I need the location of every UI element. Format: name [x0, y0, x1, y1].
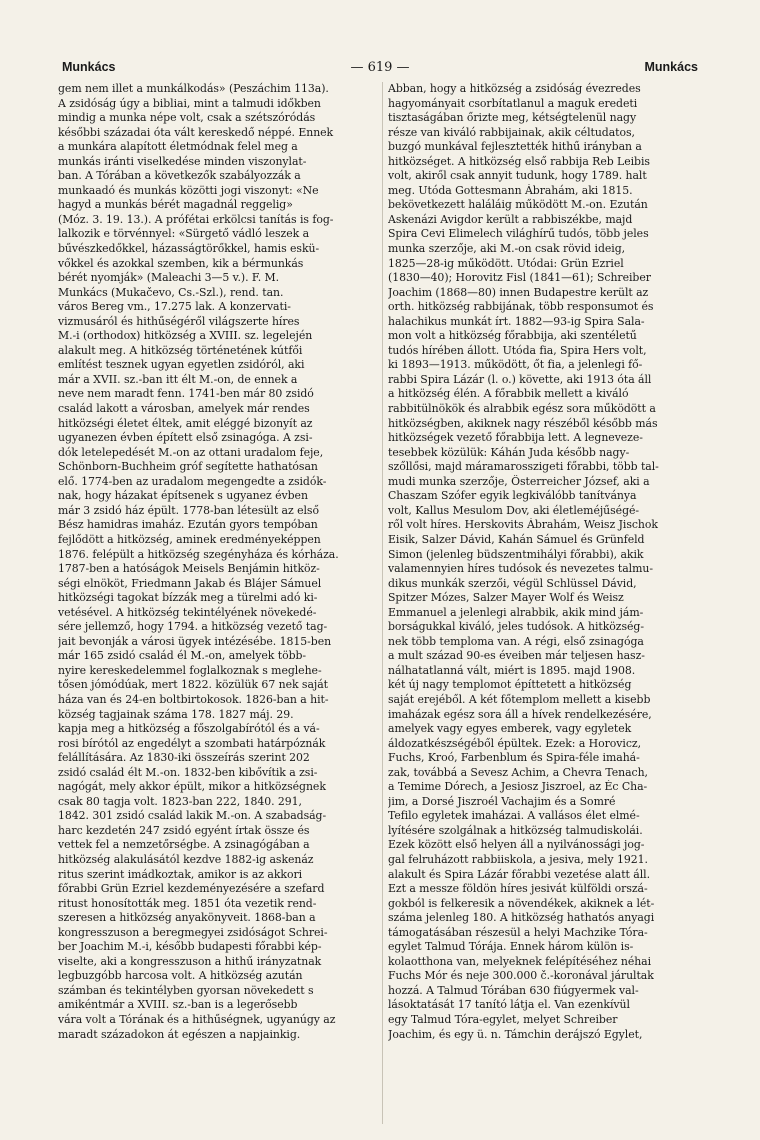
text-line: főrabbi Grün Ezriel kezdeményezésére a szefard: [58, 882, 325, 896]
text-line: 1825—28-ig működött. Utódai: Grün Ezriel: [388, 256, 624, 270]
text-line: saját erejéből. A két főtemplom mellett a kisebb: [388, 692, 651, 706]
text-line: Spira Cevi Elimelech világhírű tudós, több jeles: [388, 227, 649, 241]
text-line: zsidó család élt M.-on. 1832-ben kibővítik a zsi-: [58, 765, 318, 779]
text-line: hitközségi életet éltek, amit eléggé bizonyít az: [58, 416, 313, 430]
text-line: ritust honosították meg. 1851 óta vezetik rend-: [58, 896, 317, 910]
text-line: számban és tekintélyben gyorsan növekedett s: [58, 983, 314, 997]
text-line: már 165 zsidó család él M.-on, amelyek több-: [58, 649, 307, 663]
text-line: száma jelenleg 180. A hitközség hathatós anyagi: [388, 911, 655, 925]
text-line: Bész hamidras imaház. Ezután gyors tempóban: [58, 518, 318, 532]
text-line: maradt századokon át egészen a napjainkig.: [58, 1027, 301, 1041]
text-line: lalkozik e törvénnyel: «Sürgető vádló leszek a: [58, 227, 310, 241]
page-header: [62, 60, 698, 78]
text-line: Eisik, Salzer Dávid, Kahán Sámuel és Grünfeld: [388, 532, 645, 546]
text-line: Ezek között első helyen áll a nyilvánossági jog-: [388, 838, 645, 852]
text-line: gokból is felkeresik a növendékek, akiknek a lét-: [388, 896, 655, 910]
text-line: amelyek vagy egyes emberek, vagy egyletek: [388, 722, 632, 736]
text-line: Emmanuel a jelenlegi alrabbik, akik mind jám-: [388, 605, 644, 619]
running-head-left: Munkács: [62, 60, 116, 74]
text-line: rabbitülnökök és alrabbik egész sora működött a: [388, 402, 656, 416]
text-line: bűvészkedőkkel, házasságtörőkkel, hamis eskü-: [58, 242, 320, 256]
text-line: A zsidóság úgy a bibliai, mint a talmudi időkben: [58, 96, 321, 110]
text-line: alakult és Spira Lázár főrabbi vezetése alatt áll.: [388, 867, 650, 881]
text-line: része van kiváló rabbijainak, akik céltudatos,: [388, 125, 635, 139]
text-line: ségi elnököt, Friedmann Jakab és Blájer Sámuel: [58, 576, 322, 590]
text-line: hitközséget. A hitközség első rabbija Reb Leibis: [388, 154, 650, 168]
text-line: gal felruházott rabbiiskola, a jesiva, mely 1921.: [388, 852, 648, 866]
right-text-column: [388, 82, 706, 1042]
text-line: ki 1893—1913. működött, őt fia, a jelenlegi fő-: [388, 358, 643, 372]
text-line: kongresszuson a beregmegyei zsidóságot Schrei-: [58, 925, 328, 939]
text-line: vőkkel és azokkal szemben, kik a bérmunkás: [58, 256, 304, 270]
left-text-column: [58, 82, 376, 1042]
text-line: Simon (jelenleg büdszentmihályi főrabbi), akik: [388, 547, 644, 561]
text-line: meg. Utóda Gottesmann Ábrahám, aki 1815.: [388, 183, 633, 197]
text-line: (Móz. 3. 19. 13.). A prófétai erkölcsi tanítás is fog-: [58, 212, 334, 226]
text-line: egylet Talmud Tórája. Ennek három külön is-: [388, 940, 634, 954]
text-line: harc kezdetén 247 zsidó egyént írtak össze és: [58, 823, 310, 837]
text-line: ugyanezen évben épített első zsinagóga. A zsi-: [58, 431, 313, 445]
text-line: M.-i (orthodox) hitközség a XVIII. sz. legelején: [58, 329, 313, 343]
text-line: hozzá. A Talmud Tórában 630 fiúgyermek val-: [388, 983, 639, 997]
text-line: tisztaságában őrizte meg, kétségtelenül nagy: [388, 111, 637, 125]
text-line: elő. 1774-ben az uradalom megengedte a zsidók-: [58, 474, 327, 488]
text-line: már a XVII. sz.-ban itt élt M.-on, de ennek a: [58, 372, 298, 386]
text-line: tesebbek közülük: Káhán Juda később nagy-: [388, 445, 630, 459]
text-line: sére jellemző, hogy 1794. a hitközség vezető tag-: [58, 620, 328, 634]
text-line: orth. hitközség rabbijának, több responsumot és: [388, 300, 654, 314]
text-line: vetésével. A hitközség tekintélyének növekedé-: [58, 605, 317, 619]
text-line: a Temime Dórech, a Jesiosz Jiszroel, az Éc Cha-: [388, 780, 648, 794]
text-line: valamennyien híres tudósok és nevezetes talmu-: [388, 562, 653, 576]
text-line: dók letelepedését M.-on az ottani uradalom feje,: [58, 445, 324, 459]
text-line: hitközségi tagokat bízzák meg a türelmi adó ki-: [58, 591, 318, 605]
text-line: község tagjainak száma 178. 1827 máj. 29.: [58, 707, 294, 721]
text-line: Abban, hogy a hitközség a zsidóság évezredes: [388, 82, 641, 95]
text-line: dikus munkák szerzői, végül Schlüssel Dávid,: [388, 576, 637, 590]
text-line: háza van és 24-en boltbirtokosok. 1826-ban a hit-: [58, 692, 329, 706]
text-line: Spitzer Mózes, Salzer Mayer Wolf és Weisz: [388, 591, 624, 605]
text-line: csak 80 tagja volt. 1823-ban 222, 1840. 291,: [58, 794, 302, 808]
text-line: egy Talmud Tóra-egylet, melyet Schreiber: [388, 1013, 618, 1026]
text-line: nálhatatlanná vált, miért is 1895. majd 1908.: [388, 663, 636, 677]
text-line: nagógát, mely akkor épült, mikor a hitközségnek: [58, 780, 326, 794]
text-line: nyire kereskedelemmel foglalkoznak s meglehe-: [58, 663, 322, 677]
text-line: ban. A Tórában a következők szabályozzák a: [58, 169, 301, 183]
text-line: Joachim (1868—80) innen Budapestre került az: [388, 285, 649, 299]
text-line: lásoktatását 17 tanító látja el. Van ezenkívül: [388, 998, 630, 1012]
text-line: vettek fel a nemzetőrségbe. A zsinagógában a: [58, 838, 310, 852]
text-line: jim, a Dorsé Jiszroél Vachajim és a Somré: [388, 794, 616, 808]
text-line: Tefilo egyletek imaházai. A vallásos élet elmé-: [388, 809, 640, 823]
text-line: hagyd a munkás bérét magadnál reggelig»: [58, 198, 293, 212]
text-line: említést tesznek ugyan egyetlen zsidóról, aki: [58, 358, 305, 372]
text-line: Ezt a messze földön híres jesivát külföldi orszá-: [388, 882, 648, 896]
text-line: mudi munka szerzője, Österreicher József, aki a: [388, 474, 650, 488]
text-line: zak, továbbá a Sevesz Achim, a Chevra Tenach,: [388, 765, 648, 779]
text-line: fejlődött a hitközség, aminek eredményeképpen: [58, 532, 321, 546]
text-line: család lakott a városban, amelyek már rendes: [58, 402, 310, 416]
text-line: nek több temploma van. A régi, első zsinagóga: [388, 634, 644, 648]
text-line: volt, Kallus Mesulom Dov, aki életleméjűségé-: [388, 503, 640, 517]
text-line: vizmusáról és hithűségéről világszerte híres: [58, 314, 300, 328]
text-line: bekövetkezett haláláig működött M.-on. Ezután: [388, 198, 648, 212]
text-line: mon volt a hitközség főrabbija, aki szentéletű: [388, 329, 637, 343]
text-line: felállítására. Az 1830-iki összeírás szerint 202: [58, 751, 310, 765]
text-line: 1842. 301 zsidó család lakik M.-on. A szabadság-: [58, 809, 327, 823]
text-line: hitközségben, akiknek nagy részéből később más: [388, 416, 658, 430]
text-line: tősen jómódúak, mert 1822. közülük 67 nek saját: [58, 678, 329, 692]
running-head-right: Munkács: [644, 60, 698, 74]
text-line: mindig a munka népe volt, csak a szétszóródás: [58, 111, 316, 125]
text-line: rabbi Spira Lázár (l. o.) követte, aki 1913 óta áll: [388, 372, 652, 386]
text-line: rosi bírótól az engedélyt a szombati határpóznák: [58, 736, 326, 750]
text-line: Munkács (Mukačevo, Cs.-Szl.), rend. tan.: [58, 285, 284, 299]
text-line: munkaadó és munkás közötti jogi viszonyt: «Ne: [58, 183, 319, 197]
text-line: vára volt a Tórának és a hithűségnek, ugyanúgy az: [58, 1013, 336, 1026]
text-line: hitközségek vezető főrabbija lett. A legneveze-: [388, 431, 643, 445]
text-line: két új nagy templomot építtetett a hitközség: [388, 678, 632, 692]
text-line: szeresen a hitközség anyakönyveit. 1868-ban a: [58, 911, 316, 925]
text-line: borságukkal kiváló, jeles tudósok. A hitközség-: [388, 620, 644, 634]
text-line: ről volt híres. Herskovits Ábrahám, Weisz Jischok: [388, 518, 658, 532]
text-line: gem nem illet a munkálkodás» (Peszáchim 113a).: [58, 82, 329, 95]
text-line: ber Joachim M.-i, később budapesti főrabbi kép-: [58, 940, 322, 954]
text-line: kapja meg a hitközség a főszolgabírótól és a vá-: [58, 722, 320, 736]
text-line: Askenázi Avigdor került a rabbiszékbe, majd: [388, 212, 633, 226]
text-line: lyítésére szolgálnak a hitközség talmudiskolái.: [388, 823, 643, 837]
text-line: a hitközség élén. A főrabbik mellett a kiváló: [388, 387, 629, 401]
text-line: Fuchs Mór és neje 300.000 č.-koronával járultak: [388, 969, 654, 983]
text-line: jait bevonják a városi ügyek intézésébe. 1815-ben: [58, 634, 332, 648]
text-line: szőllősi, majd máramarosszigeti főrabbi, több tal-: [388, 460, 659, 474]
text-line: legbuzgóbb harcosa volt. A hitközség azután: [58, 969, 303, 983]
text-line: nak, hogy házakat építsenek s ugyanez évben: [58, 489, 308, 503]
text-line: 1876. felépült a hitközség szegényháza és kórháza.: [58, 547, 339, 561]
text-line: volt, akiről csak annyit tudunk, hogy 1789. halt: [388, 169, 647, 183]
text-line: alakult meg. A hitközség történetének kútfői: [58, 343, 303, 357]
text-line: (1830—40); Horovitz Fisl (1841—61); Schreiber: [388, 271, 651, 285]
text-line: amikéntmár a XVIII. sz.-ban is a legerősebb: [58, 998, 298, 1012]
text-line: áldozatkészségéből épültek. Ezek: a Horovicz,: [388, 736, 641, 750]
text-line: munkás iránti viselkedése minden viszonylat-: [58, 154, 307, 168]
text-line: már 3 zsidó ház épült. 1778-ban létesült az első: [58, 503, 319, 517]
column-divider: [382, 82, 383, 1124]
text-line: bérét nyomják» (Maleachi 3—5 v.). F. M.: [58, 271, 280, 285]
page-number: — 619 —: [350, 60, 410, 75]
text-line: későbbi századai óta vált kereskedő néppé. Ennek: [58, 125, 334, 139]
text-line: város Bereg vm., 17.275 lak. A konzervati-: [58, 300, 291, 314]
text-line: a munkára alapított életmódnak felel meg a: [58, 140, 298, 154]
text-line: Chaszam Szófer egyik legkiválóbb tanítványa: [388, 489, 637, 503]
text-line: buzgó munkával fejlesztették hithű irányban a: [388, 140, 642, 154]
text-line: támogatásában részesül a helyi Machzike Tóra-: [388, 925, 648, 939]
text-line: a mult század 90-es éveiben már teljesen hasz-: [388, 649, 645, 663]
text-line: neve nem maradt fenn. 1741-ben már 80 zsidó: [58, 387, 314, 401]
text-line: ritus szerint imádkoztak, amikor is az akkori: [58, 867, 303, 881]
text-line: kolaotthona van, melyeknek felépítéséhez néhai: [388, 954, 652, 968]
text-line: hagyományait csorbítatlanul a maguk eredeti: [388, 96, 638, 110]
text-line: Joachim, és egy ü. n. Támchin derájszó Egylet,: [388, 1027, 643, 1041]
text-line: Schönborn-Buchheim gróf segítette hathatósan: [58, 460, 318, 474]
text-line: tudós hírében állott. Utóda fia, Spira Hers volt,: [388, 343, 647, 357]
text-line: Fuchs, Kroó, Farbenblum és Spira-féle imahá-: [388, 751, 640, 765]
text-line: viselte, aki a kongresszuson a hithű irányzatnak: [58, 954, 322, 968]
text-line: 1787-ben a hatóságok Meisels Benjámin hitköz-: [58, 562, 320, 576]
text-line: imaházak egész sora áll a hívek rendelkezésére,: [388, 707, 652, 721]
text-line: hitközség alakulásától kezdve 1882-ig askenáz: [58, 852, 314, 866]
text-line: munka szerzője, aki M.-on csak rövid ideig,: [388, 242, 626, 256]
text-line: halachikus munkát írt. 1882—93-ig Spira Sala-: [388, 314, 645, 328]
